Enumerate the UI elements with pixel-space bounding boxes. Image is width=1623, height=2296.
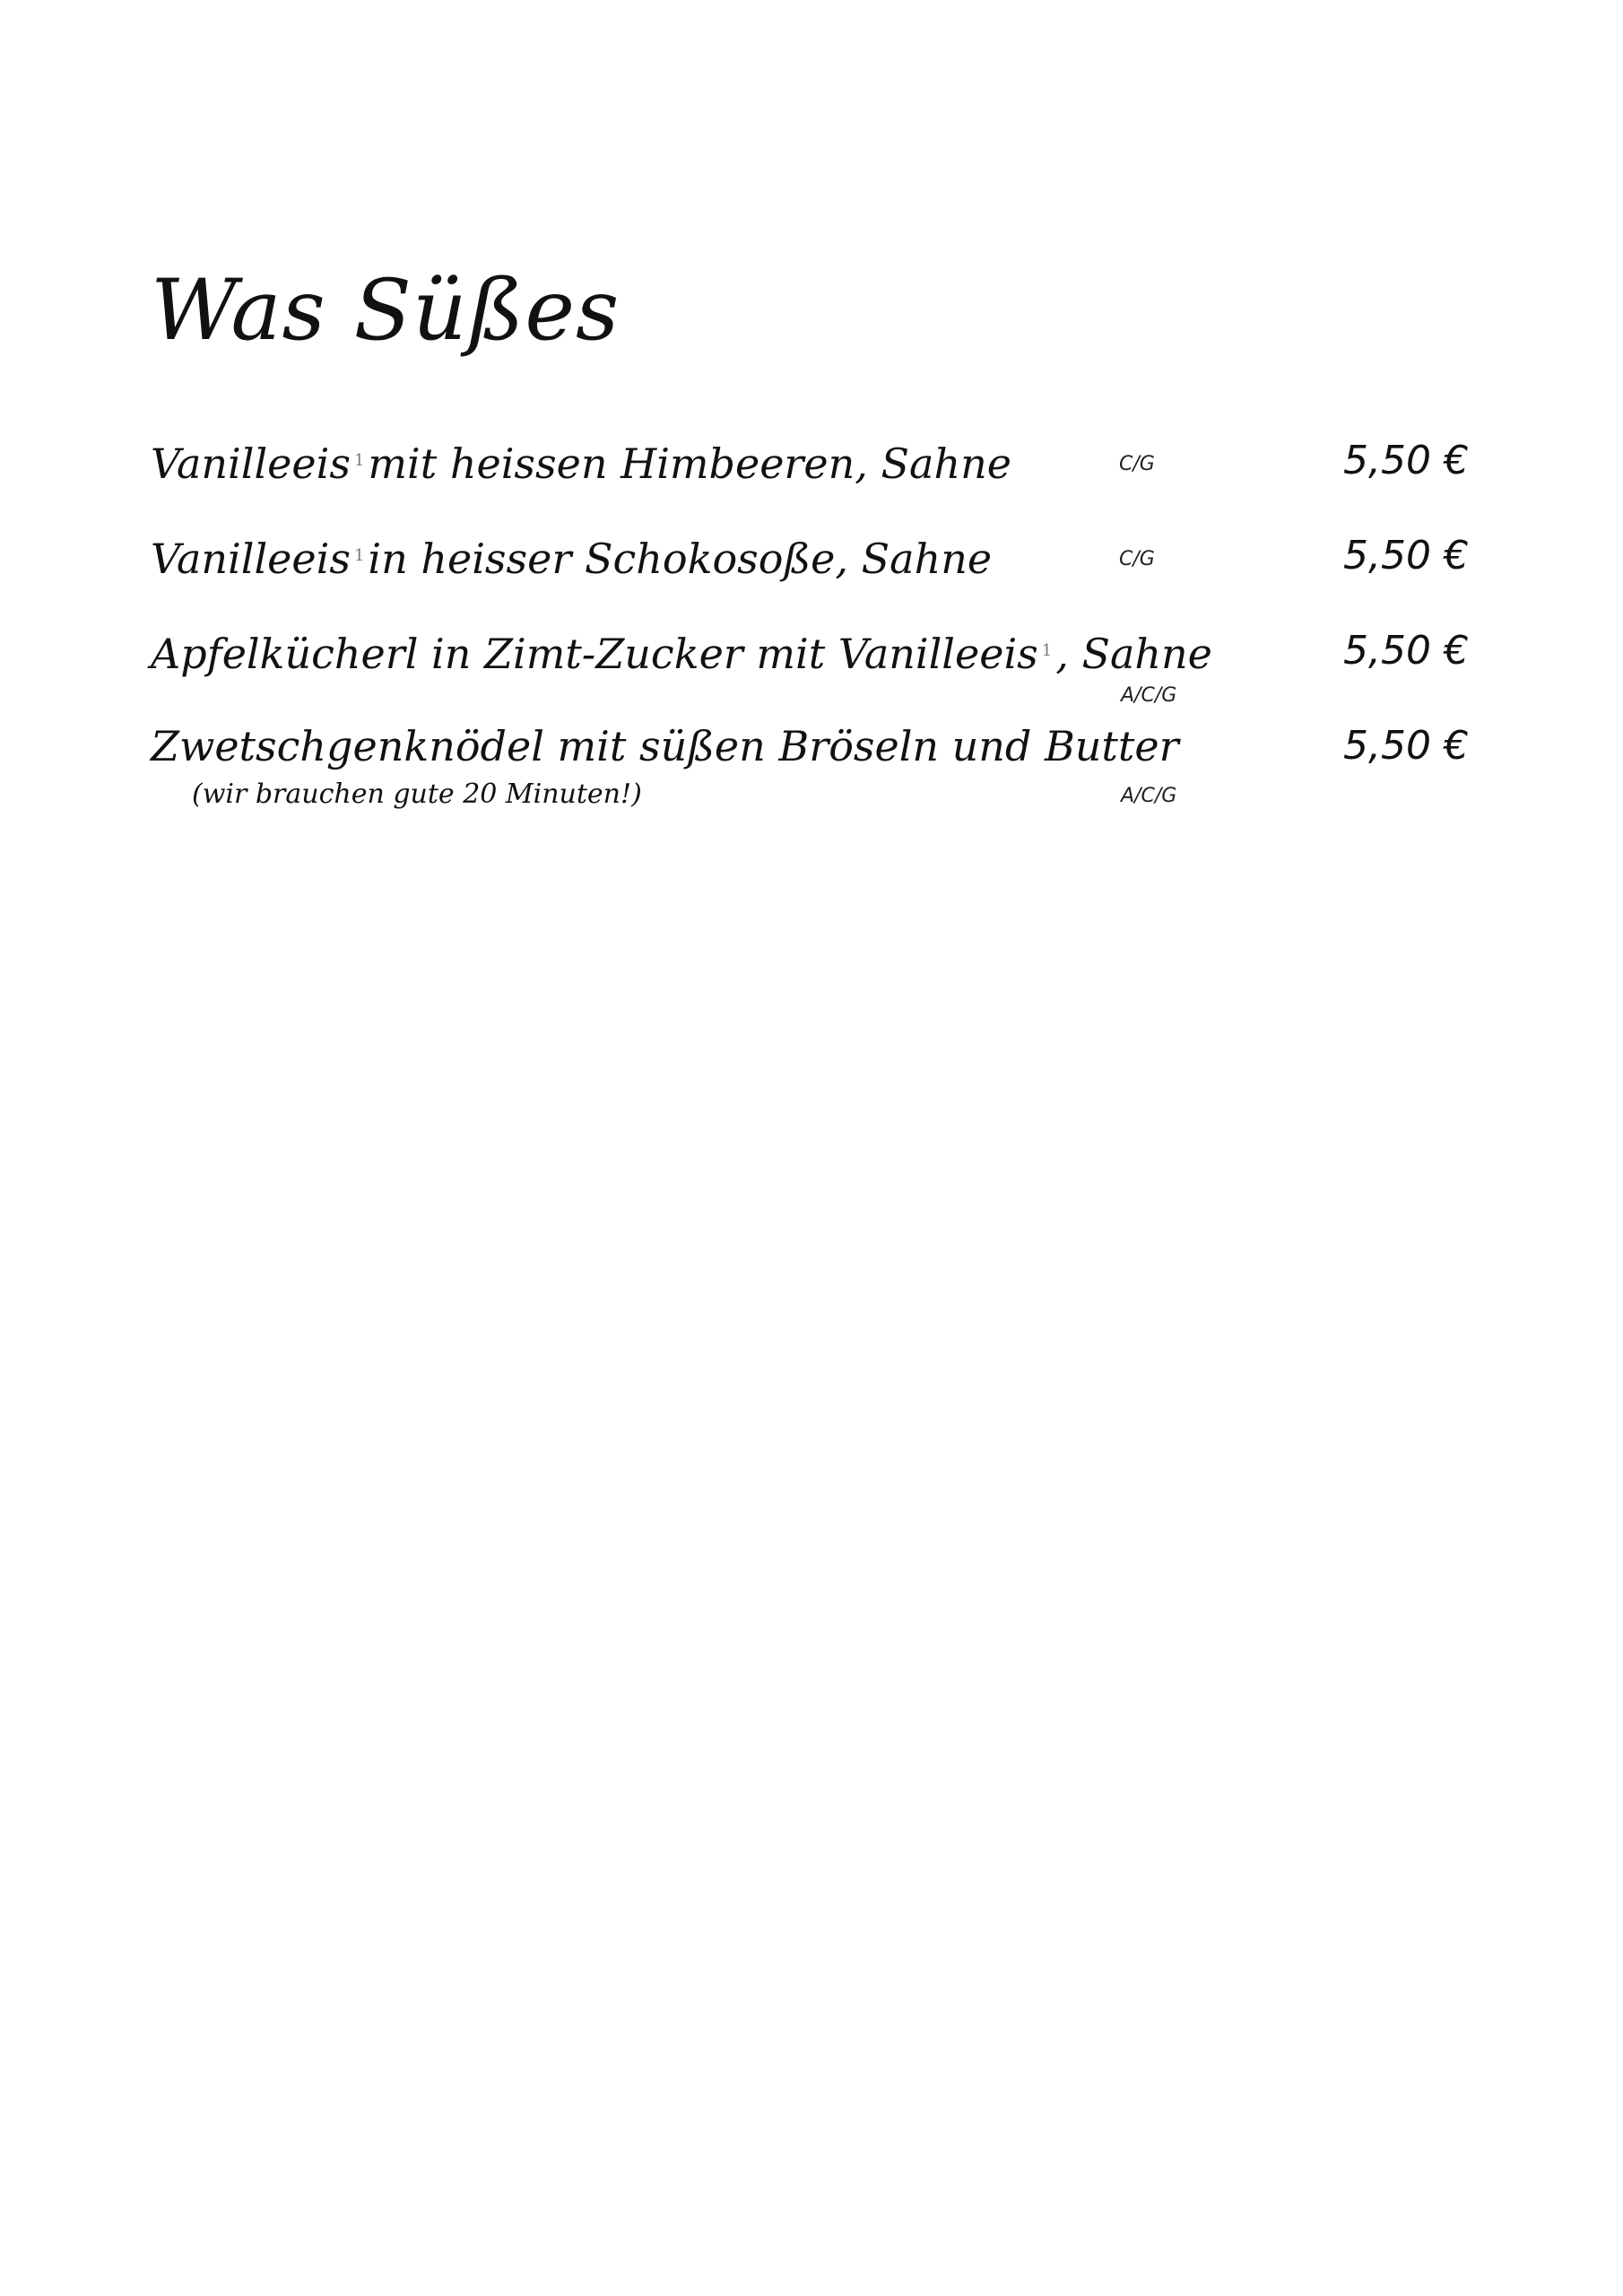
item-price: 5,50 € (1343, 628, 1469, 674)
menu-item (151, 529, 1469, 583)
item-name-text: , Sahne (1055, 630, 1212, 678)
item-name-text: Vanilleeis (151, 535, 351, 583)
allergen-codes: C/G (1119, 453, 1155, 475)
item-name-text: Apfelkücherl in Zimt-Zucker mit Vanilleeis (151, 630, 1038, 678)
menu-item-name (151, 434, 1011, 491)
item-note: (wir brauchen gute 20 Minuten!) (192, 778, 642, 810)
allergen-codes: C/G (1119, 548, 1155, 570)
footnote-marker: 1 (353, 451, 365, 470)
allergen-codes: A/C/G (1121, 684, 1177, 707)
menu-item-name (151, 624, 1212, 681)
footnote-marker: 1 (1041, 641, 1053, 660)
item-price: 5,50 € (1343, 438, 1469, 483)
footnote-marker: 1 (353, 546, 365, 565)
menu-item (151, 719, 1469, 810)
menu-item-name (151, 719, 1179, 773)
item-price: 5,50 € (1343, 723, 1469, 769)
menu-item-name (151, 529, 992, 586)
menu-title: Was Süßes (151, 262, 621, 360)
menu-item (151, 624, 1469, 707)
allergen-codes: A/C/G (1121, 785, 1177, 807)
item-name-text: Vanilleeis (151, 439, 351, 488)
item-name-text: in heisser Schokosoße, Sahne (368, 535, 993, 583)
item-price: 5,50 € (1343, 533, 1469, 578)
menu-item (151, 434, 1469, 488)
item-name-text: mit heissen Himbeeren, Sahne (368, 439, 1011, 488)
item-name-text: Zwetschgenknödel mit süßen Bröseln und Butter (151, 722, 1179, 770)
